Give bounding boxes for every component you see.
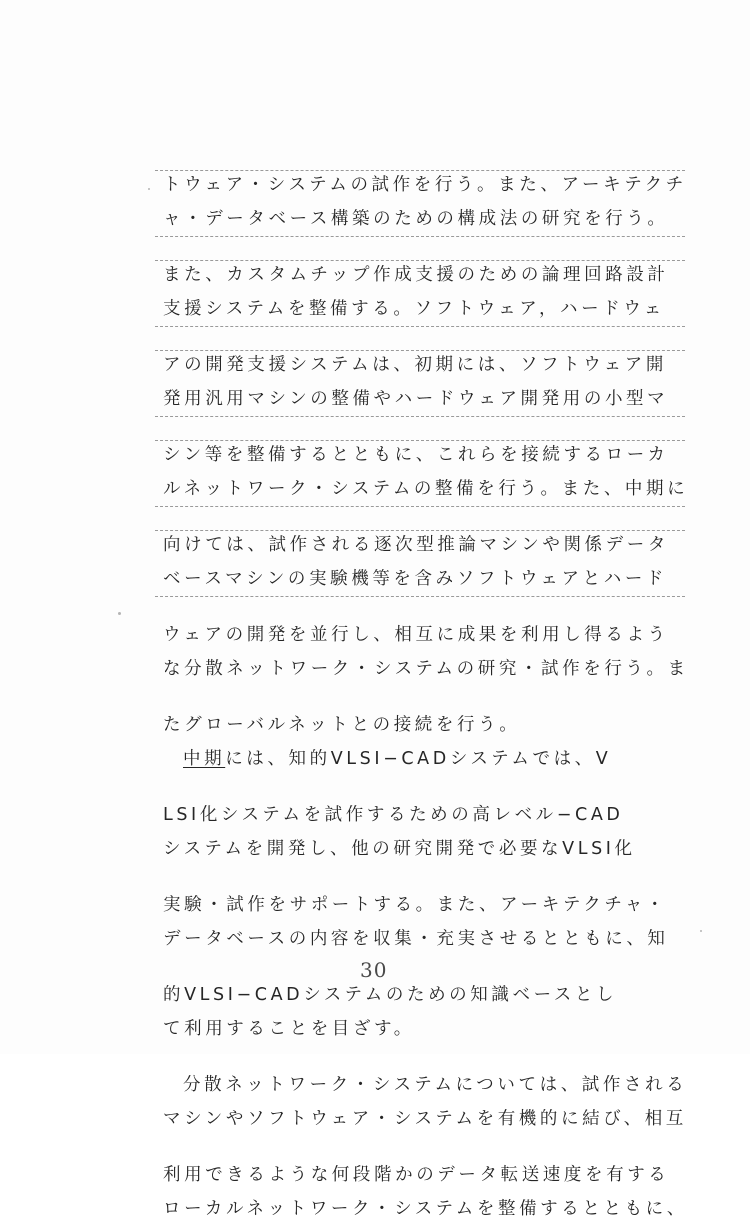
text-line: LSI化システムを試作するための高レベル−CAD bbox=[163, 805, 624, 825]
line-pair bbox=[155, 438, 690, 506]
text-line: 支援システムを整備する。ソフトウェア，ハードウェ bbox=[163, 299, 665, 319]
paper-speck bbox=[118, 612, 121, 615]
page-number: 30 bbox=[360, 958, 388, 982]
line-pair bbox=[155, 528, 690, 596]
text-line: システムを開発し、他の研究開発で必要なVLSI化 bbox=[163, 839, 636, 859]
ruled-text-area bbox=[155, 168, 690, 1226]
text-line: ローカルネットワーク・システムを整備するとともに、 bbox=[163, 1199, 688, 1219]
text-line: トウェア・システムの試作を行う。また、アーキテクチ bbox=[163, 175, 687, 195]
line-pair bbox=[155, 708, 690, 776]
text-line-rest: には、知的VLSI−CADシステムでは、V bbox=[225, 749, 612, 769]
dashed-rule bbox=[155, 506, 685, 507]
text-line: ベースマシンの実験機等を含みソフトウェアとハード bbox=[163, 569, 668, 589]
underlined-term: 中期 bbox=[183, 749, 226, 769]
dashed-rule bbox=[155, 326, 685, 327]
line-pair bbox=[155, 348, 690, 416]
text-line: 分散ネットワーク・システムについては、試作される bbox=[183, 1075, 688, 1095]
text-line: たグローバルネットとの接続を行う。 bbox=[163, 715, 521, 735]
text-line: 実験・試作をサポートする。また、アーキテクチャ・ bbox=[163, 895, 668, 915]
text-line: ウェアの開発を並行し、相互に成果を利用し得るよう bbox=[163, 625, 669, 645]
line-pair bbox=[155, 888, 690, 956]
text-line: て利用することを目ざす。 bbox=[163, 1019, 415, 1039]
text-line: データベースの内容を収集・充実させるとともに、知 bbox=[163, 929, 669, 949]
text-line: また、カスタムチップ作成支援のための論理回路設計 bbox=[163, 265, 669, 285]
line-pair bbox=[155, 1068, 690, 1136]
line-pair bbox=[155, 1158, 690, 1226]
paper-speck bbox=[148, 188, 150, 190]
paper-speck bbox=[700, 930, 702, 932]
line-pair bbox=[155, 618, 690, 686]
text-line: 向けては、試作される逐次型推論マシンや関係データ bbox=[163, 535, 669, 555]
line-pair bbox=[155, 978, 690, 1046]
text-line bbox=[155, 742, 690, 776]
text-line: シン等を整備するとともに、これらを接続するローカ bbox=[163, 445, 669, 465]
text-line: 利用できるような何段階かのデータ転送速度を有する bbox=[163, 1165, 670, 1185]
text-line: 発用汎用マシンの整備やハードウェア開発用の小型マ bbox=[163, 389, 669, 409]
line-pair bbox=[155, 798, 690, 866]
text-line: ャ・データベース構築のための構成法の研究を行う。 bbox=[163, 209, 669, 229]
text-line: な分散ネットワーク・システムの研究・試作を行う。ま bbox=[163, 659, 689, 679]
dashed-rule bbox=[155, 416, 685, 417]
dashed-rule bbox=[155, 596, 685, 597]
text-line: アの開発支援システムは、初期には、ソフトウェア開 bbox=[163, 355, 667, 375]
line-pair bbox=[155, 168, 690, 236]
line-pair bbox=[155, 258, 690, 326]
text-line: 的VLSI−CADシステムのための知識ベースとし bbox=[163, 985, 618, 1005]
dashed-rule bbox=[155, 236, 685, 237]
text-line: ルネットワーク・システムの整備を行う。また、中期に bbox=[163, 479, 689, 499]
text-line: マシンやソフトウェア・システムを有機的に結び、相互 bbox=[163, 1109, 687, 1129]
